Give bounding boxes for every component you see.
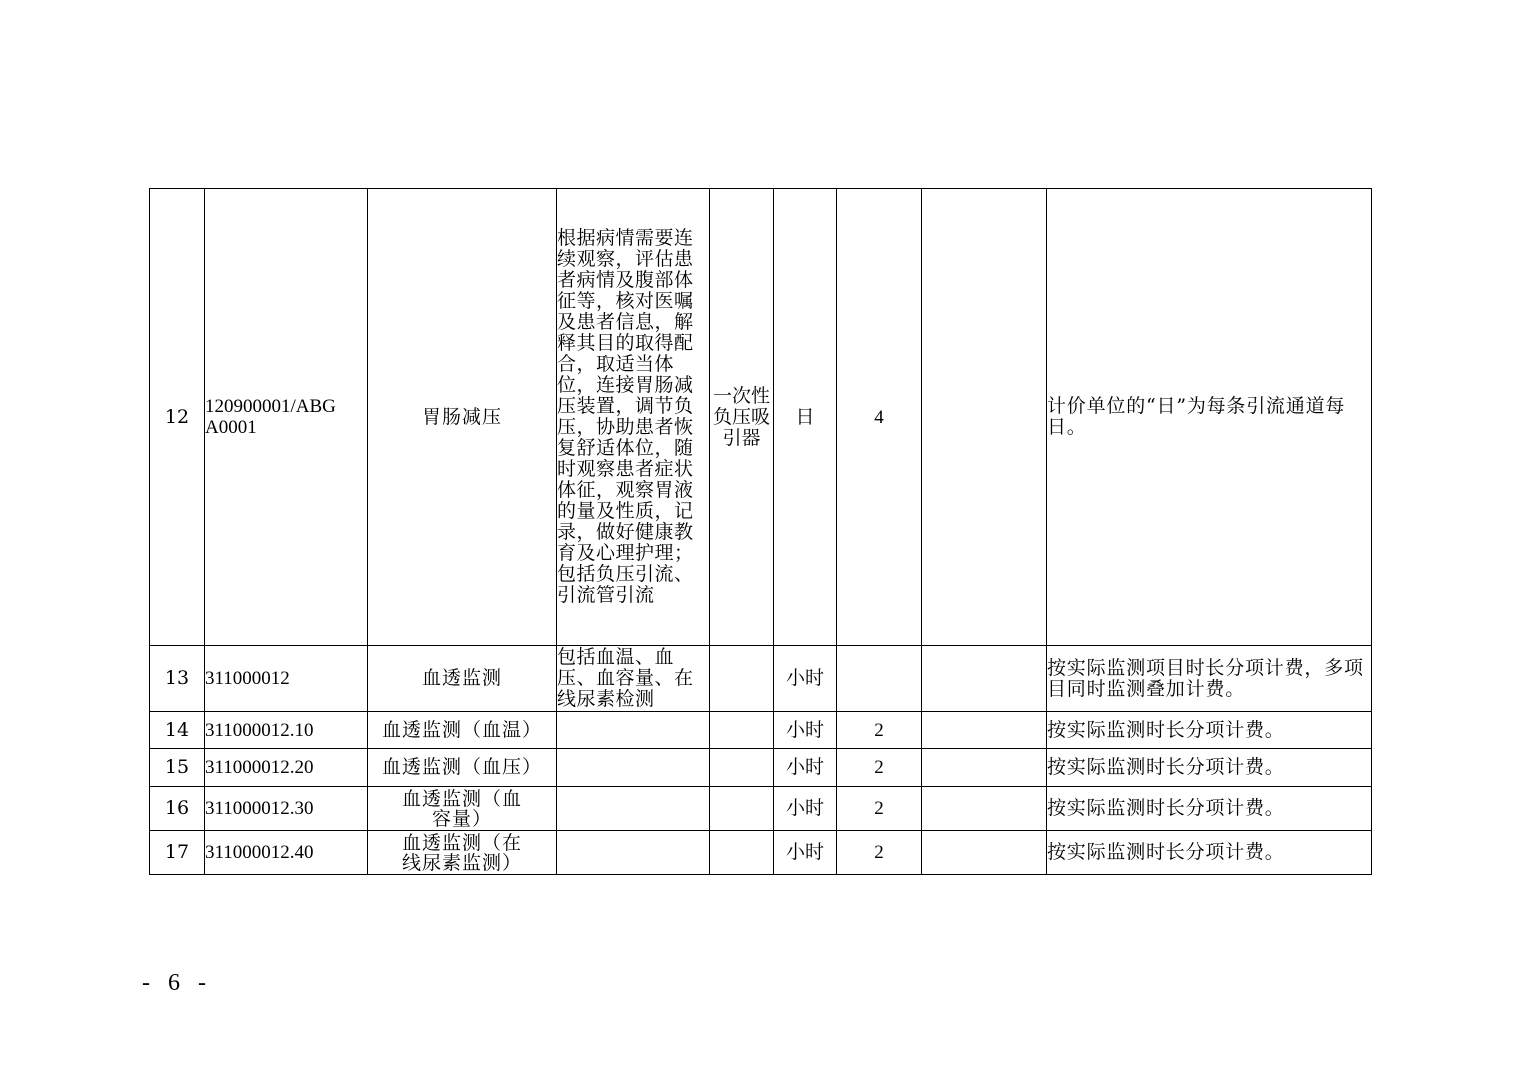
price: 2	[837, 831, 922, 875]
project-content	[557, 712, 710, 749]
exclusion-content	[710, 749, 774, 787]
table-row	[150, 712, 1372, 749]
project-content	[557, 831, 710, 875]
project-code: 311000012.20	[205, 749, 368, 787]
remarks: 按实际监测时长分项计费。	[1047, 712, 1372, 749]
project-name: 血透监测	[368, 646, 557, 712]
project-content: 包括血温、血压、血容量、在线尿素检测	[557, 646, 710, 712]
project-code: 311000012.10	[205, 712, 368, 749]
pricing-unit: 小时	[774, 646, 837, 712]
project-name-text: 血透监测（在线尿素监测）	[401, 831, 522, 874]
project-name-text: 血透监测（血容量）	[401, 787, 522, 830]
project-code: 311000012.30	[205, 787, 368, 831]
remarks: 按实际监测时长分项计费。	[1047, 749, 1372, 787]
row-number: 14	[150, 712, 205, 749]
table-row	[150, 646, 1372, 712]
project-name: 胃肠减压	[368, 189, 557, 646]
row-number: 12	[150, 189, 205, 646]
project-content	[557, 749, 710, 787]
blank-cell	[922, 646, 1047, 712]
project-code-text: 120900001/ABGA0001	[205, 396, 336, 438]
exclusion-content	[710, 787, 774, 831]
exclusion-content	[710, 712, 774, 749]
blank-cell	[922, 787, 1047, 831]
exclusion-content: 一次性负压吸引器	[710, 189, 774, 646]
remarks: 按实际监测时长分项计费。	[1047, 787, 1372, 831]
blank-cell	[922, 712, 1047, 749]
fee-table	[149, 188, 1372, 875]
project-code	[205, 189, 368, 646]
project-name	[368, 831, 557, 875]
exclusion-content	[710, 831, 774, 875]
remarks: 按实际监测时长分项计费。	[1047, 831, 1372, 875]
row-number: 17	[150, 831, 205, 875]
price	[837, 646, 922, 712]
price: 2	[837, 787, 922, 831]
price: 4	[837, 189, 922, 646]
blank-cell	[922, 189, 1047, 646]
price: 2	[837, 749, 922, 787]
project-name	[368, 787, 557, 831]
price: 2	[837, 712, 922, 749]
page-number: - 6 -	[142, 970, 212, 996]
project-code: 311000012.40	[205, 831, 368, 875]
pricing-unit: 小时	[774, 749, 837, 787]
pricing-unit: 小时	[774, 831, 837, 875]
project-code: 311000012	[205, 646, 368, 712]
table-row	[150, 749, 1372, 787]
pricing-unit: 日	[774, 189, 837, 646]
exclusion-content	[710, 646, 774, 712]
table-row	[150, 831, 1372, 875]
table-row	[150, 189, 1372, 646]
row-number: 13	[150, 646, 205, 712]
remarks: 计价单位的“日”为每条引流通道每日。	[1047, 189, 1372, 646]
pricing-unit: 小时	[774, 712, 837, 749]
project-content	[557, 787, 710, 831]
row-number: 16	[150, 787, 205, 831]
pricing-unit: 小时	[774, 787, 837, 831]
project-name: 血透监测（血压）	[368, 749, 557, 787]
blank-cell	[922, 749, 1047, 787]
remarks: 按实际监测项目时长分项计费，多项目同时监测叠加计费。	[1047, 646, 1372, 712]
blank-cell	[922, 831, 1047, 875]
table-row	[150, 787, 1372, 831]
project-name: 血透监测（血温）	[368, 712, 557, 749]
row-number: 15	[150, 749, 205, 787]
project-content: 根据病情需要连续观察，评估患者病情及腹部体征等，核对医嘱及患者信息，解释其目的取得配合，取适当体位，连接胃肠减压装置，调节负压，协助患者恢复舒适体位，随时观察患者症状体征，观察胃液的量及性质，记录，做好健康教育及心理护理；包括负压引流、引流管引流	[557, 189, 710, 646]
